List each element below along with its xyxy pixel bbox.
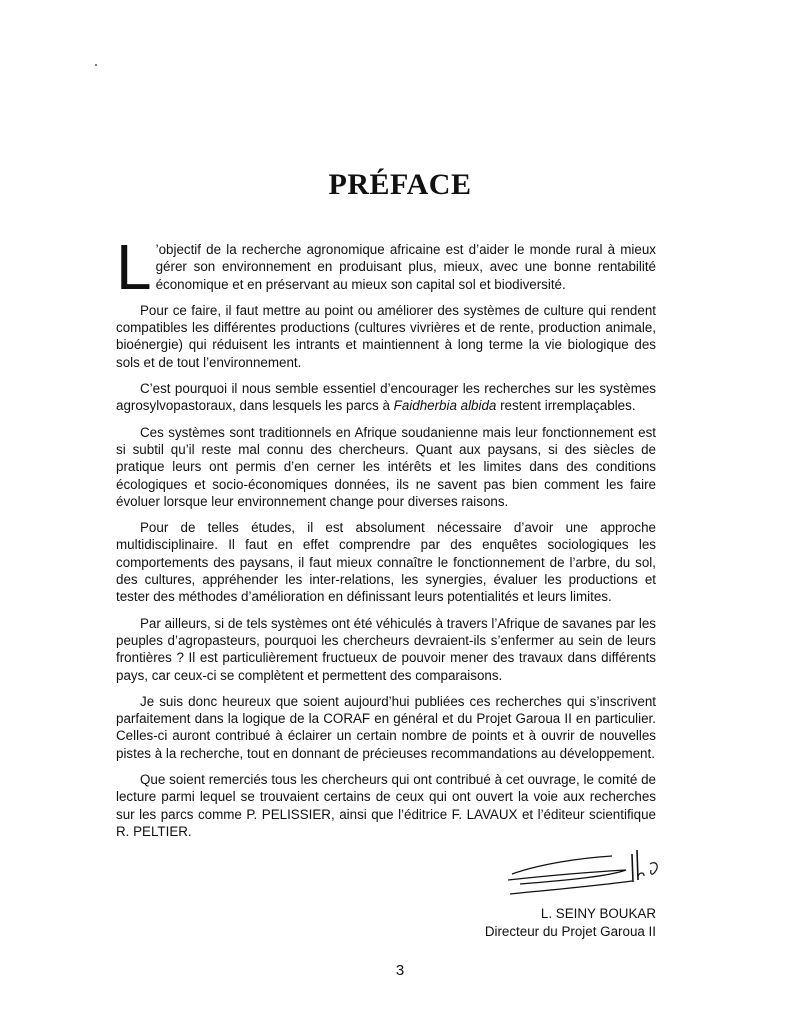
- paragraph-1: [116, 231, 656, 303]
- preface-body: [116, 231, 656, 849]
- dropcap-letter: L: [116, 231, 152, 303]
- signature-block: [420, 905, 656, 941]
- page-title: PRÉFACE: [328, 168, 472, 201]
- paragraph-8: Que soient remerciés tous les chercheurs qui ont contribué à cet ouvrage, le comité de lecture parmi lequel se trouvaient certains de ceux qui ont ouvert la voie aux recherches sur les parcs comme P. PELISSIER, ainsi que l’éditrice F. LAVAUX et l’éditeur scientifique R. PELTIER.: [116, 772, 656, 839]
- paragraph-7: Je suis donc heureux que soient aujourd’hui publiées ces recherches qui s’inscrivent parfaitement dans la logique de la CORAF en général et du Projet Garoua II en particulier. Celles-ci auront contribué à éclairer un certain nombre de points et à ouvrir de nouvelles pistes à la recherche, tout en donnant de précieuses recommandations au développement.: [116, 693, 656, 761]
- signer-role: Directeur du Projet Garoua II: [484, 924, 656, 939]
- paragraph-5: Pour de telles études, il est absolument nécessaire d’avoir une approche multidisciplinaire. Il faut en effet comprendre par des enquêtes sociologiques les comportements des paysans, il faut mieux connaître le fonctionnement de l’arbre, du sol, des cultures, appréhender les inter-relations, les synergies, évaluer les productions et tester des méthodes d’amélioration en définissant leurs potentialités et leurs limites.: [116, 520, 656, 605]
- paragraph-4: Ces systèmes sont traditionnels en Afrique soudanienne mais leur fonctionnement est si subtil qu’il reste mal connu des chercheurs. Quant aux paysans, si des siècles de pratique leurs ont permis d’en cerner les intérêts et les limites dans des conditions écologiques et socio-économiques données, ils ne savent pas bien comment les faire évoluer lorsque leur environnement change pour diverses raisons.: [116, 424, 656, 509]
- paragraph-3-before: C’est pourquoi il nous semble essentiel d’encourager les recherches sur les systèmes agrosylvopastoraux, dans lesquels les parcs à: [116, 381, 656, 414]
- paragraph-1-text: ’objectif de la recherche agronomique africaine est d’aider le monde rural à mieux gérer son environnement en produisant plus, mieux, avec une bonne rentabilité économique et en préservant au mieux son capital sol et biodiversité.: [155, 242, 656, 292]
- paragraph-6: Par ailleurs, si de tels systèmes ont été véhiculés à travers l’Afrique de savanes par les peuples d’agropasteurs, pourquoi les chercheurs devraient-ils s’enfermer au sein de leurs frontières ? Il est particulièrement fructueux de pouvoir mener des travaux dans différents pays, car ceux-ci se complètent et permettent des comparaisons.: [116, 615, 656, 683]
- paragraph-3-after: restent irremplaçables.: [496, 398, 636, 414]
- paragraph-2: Pour ce faire, il faut mettre au point ou améliorer des systèmes de culture qui rendent compatibles les différentes productions (cultures vivrières et de rente, production animale, bioénergie) qui réduisent les intrants et maintiennent à long terme la vie biologique des sols et de tout l’environnement.: [116, 302, 656, 370]
- species-name: Faidherbia albida: [393, 398, 497, 414]
- signer-name: L. SEINY BOUKAR: [540, 906, 656, 921]
- handwritten-signature: [500, 846, 670, 904]
- page-number: 3: [395, 962, 405, 979]
- scan-speck: [95, 64, 97, 66]
- paragraph-3: [116, 380, 656, 415]
